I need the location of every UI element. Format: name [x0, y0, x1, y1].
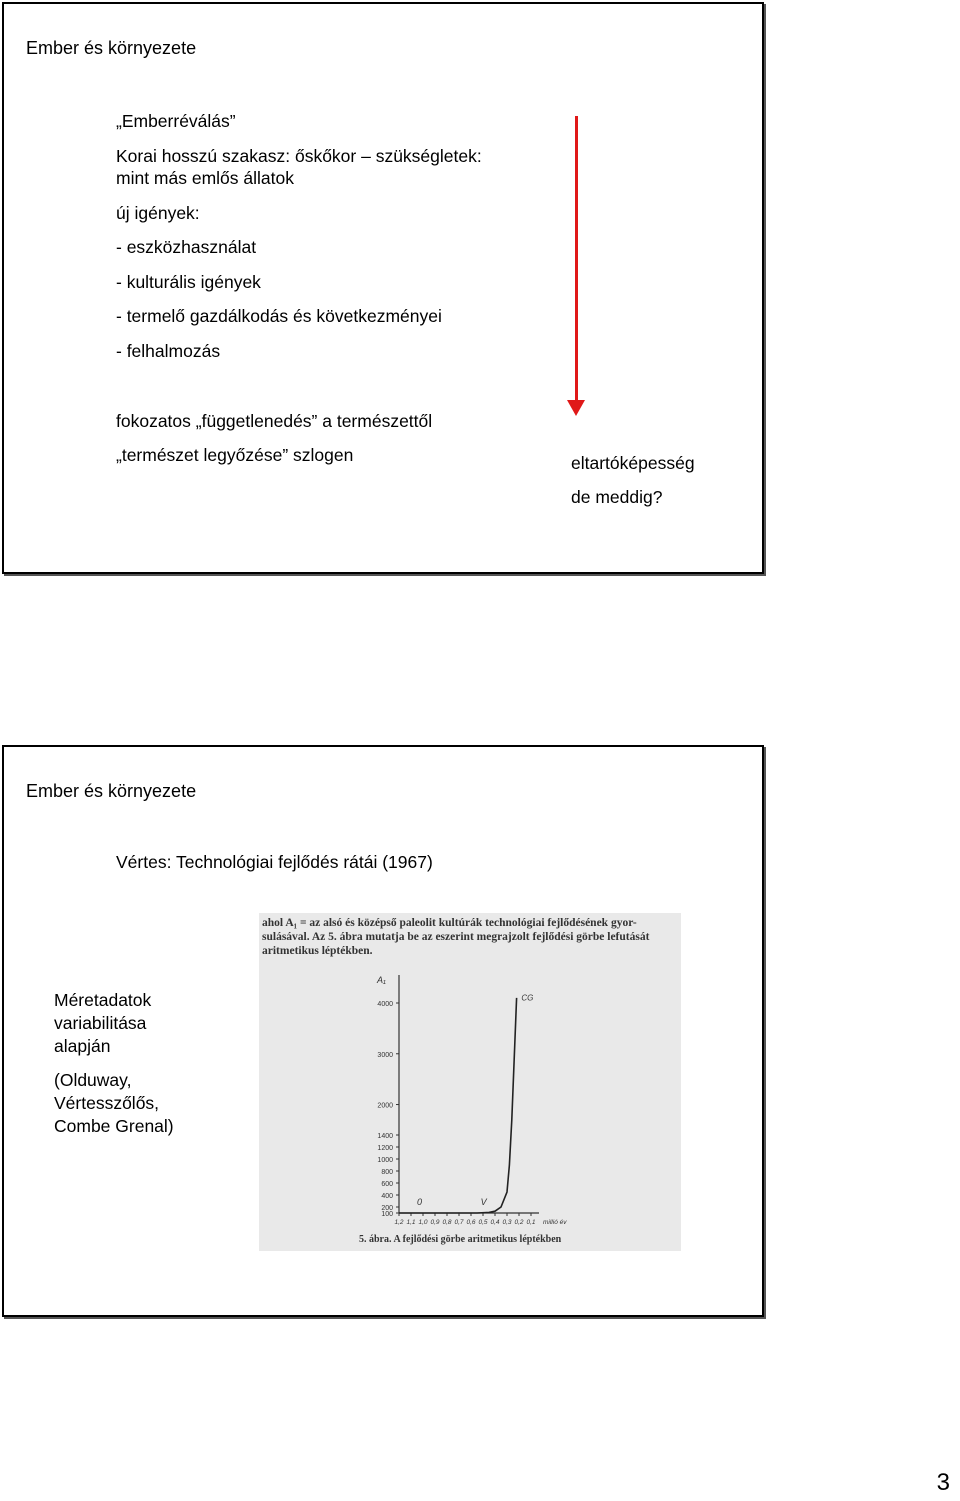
side-text: variabilitása	[54, 1013, 147, 1033]
text-line: „természet legyőzése” szlogen	[116, 445, 354, 465]
figure-caption-top: ahol A₁ = az alsó és középső paleolit kultúrák technológiai fejlődésének gyor-	[262, 917, 637, 929]
y-tick-label: 600	[381, 1181, 393, 1188]
y-tick-label: 2000	[377, 1102, 393, 1110]
x-tick-label: 0,2	[514, 1219, 524, 1226]
y-tick-label: 1200	[377, 1145, 393, 1152]
list-item: - kulturális igények	[116, 272, 261, 292]
y-tick-label: 200	[381, 1205, 393, 1212]
x-tick-label: 1,2	[394, 1219, 404, 1226]
page-number: 3	[936, 1469, 950, 1496]
side-text: (Olduway,	[54, 1070, 132, 1090]
annotation-label: 0	[417, 1197, 423, 1207]
x-tick-label: 0,7	[454, 1219, 464, 1226]
slide-header: Ember és környezete	[26, 38, 197, 58]
list-item: - felhalmozás	[116, 341, 221, 361]
slide-1	[2, 2, 764, 574]
x-tick-label: 0,6	[466, 1219, 476, 1226]
figure-caption-top: aritmetikus léptékben.	[262, 945, 373, 957]
slide-title: „Emberréválás”	[116, 111, 236, 131]
text-line: mint más emlős állatok	[116, 168, 294, 188]
y-tick-label: 1000	[377, 1157, 393, 1164]
x-tick-label: 1,0	[418, 1219, 428, 1226]
x-axis-label: millió év	[543, 1219, 567, 1226]
y-tick-label: 3000	[377, 1051, 393, 1059]
figure-caption-bottom: 5. ábra. A fejlődési görbe aritmetikus léptékben	[359, 1234, 562, 1245]
y-tick-label: 100	[381, 1211, 393, 1218]
text-line: Korai hosszú szakasz: őskőkor – szükségletek:	[116, 146, 482, 166]
y-tick-label: 4000	[377, 1001, 393, 1008]
text-line: eltartóképesség	[571, 453, 695, 473]
figure-caption-top: sulásával. Az 5. ábra mutatja be az eszerint megrajzolt fejlődési görbe lefutását	[262, 931, 650, 943]
y-tick-label: 400	[381, 1193, 393, 1200]
text-line: de meddig?	[571, 487, 663, 507]
slide-title: Vértes: Technológiai fejlődés rátái (1967)	[116, 852, 433, 872]
growth-chart	[259, 913, 681, 1251]
list-item: - termelő gazdálkodás és következményei	[116, 306, 442, 326]
growth-curve	[399, 998, 517, 1213]
side-text: Méretadatok	[54, 990, 152, 1010]
side-text: Vértesszőlős,	[54, 1093, 160, 1113]
annotation-label: V	[480, 1197, 487, 1207]
list-item: - eszközhasználat	[116, 237, 257, 257]
y-tick-label: 1400	[377, 1133, 393, 1140]
x-tick-label: 0,5	[478, 1219, 488, 1226]
text-line: új igények:	[116, 203, 200, 223]
down-arrow-icon	[567, 400, 585, 416]
y-tick-label: 800	[381, 1169, 393, 1176]
slide-header: Ember és környezete	[26, 781, 197, 801]
x-tick-label: 0,1	[526, 1219, 536, 1226]
x-tick-label: 0,8	[442, 1219, 452, 1226]
x-tick-label: 1,1	[406, 1219, 416, 1226]
x-tick-label: 0,4	[490, 1219, 500, 1226]
slide-2	[2, 745, 764, 1317]
x-tick-label: 0,9	[430, 1219, 440, 1226]
annotation-label: CG	[521, 993, 534, 1003]
text-line: fokozatos „függetlenedés” a természettől	[116, 411, 433, 431]
x-tick-label: 0,3	[502, 1219, 512, 1226]
side-text: alapján	[54, 1036, 111, 1056]
y-axis-label: A₁	[377, 975, 386, 985]
scanned-figure	[259, 913, 681, 1251]
side-text: Combe Grenal)	[54, 1116, 174, 1136]
down-arrow-line	[575, 116, 578, 406]
